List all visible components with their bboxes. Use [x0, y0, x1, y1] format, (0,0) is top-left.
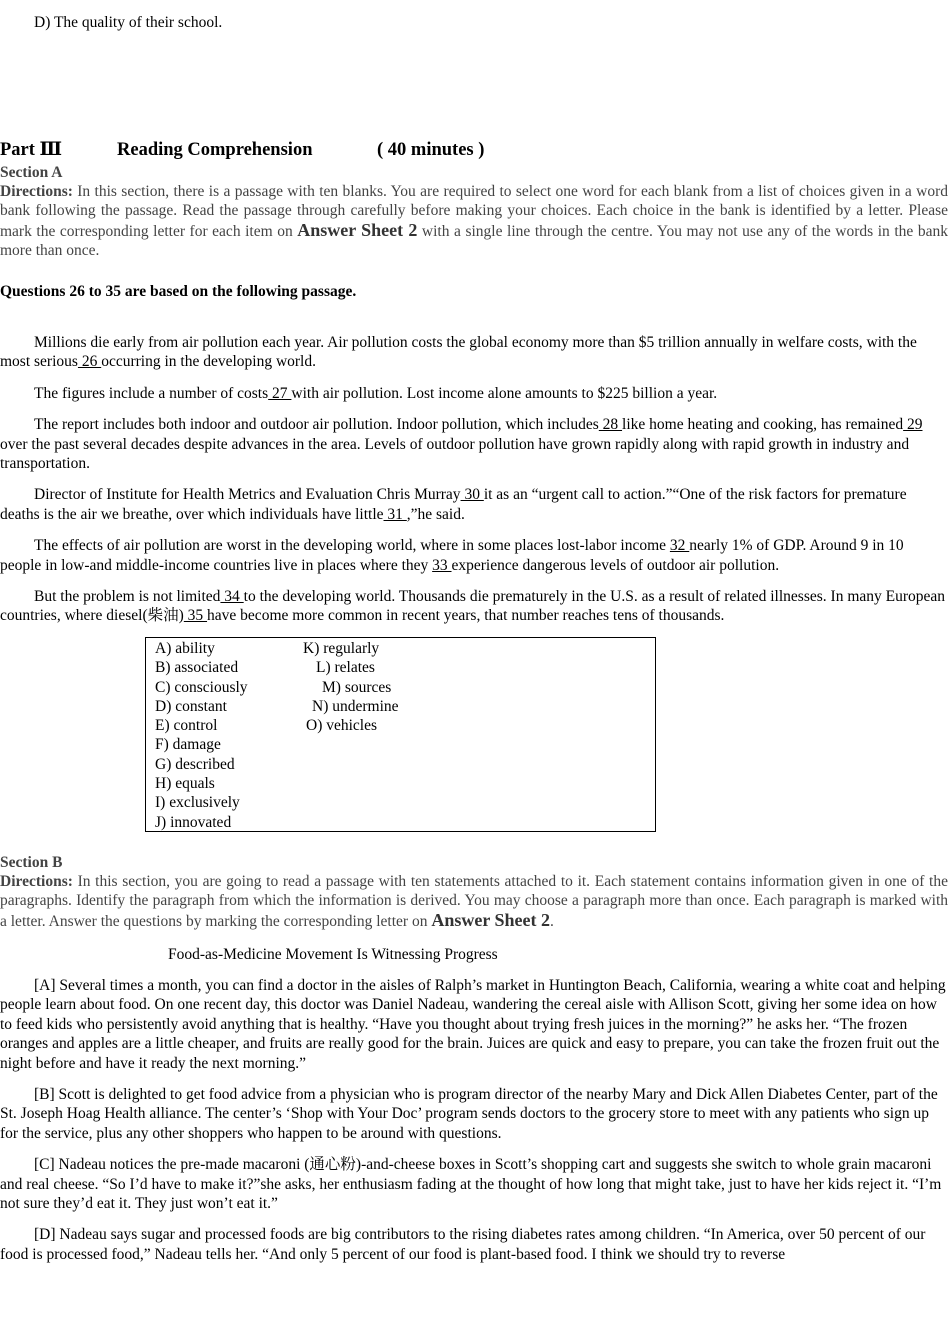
text: ,”he said. [406, 505, 465, 523]
section-a-heading: Section A [0, 164, 63, 181]
text: The figures include a number of costs [34, 384, 269, 402]
text: The effects of air pollution are worst in the developing world, where in some places lost-labor income [34, 537, 670, 555]
section-b-heading: Section B [0, 854, 63, 871]
word-option: O) vehicles [306, 717, 378, 735]
previous-question-option-d: D) The quality of their school. [34, 14, 223, 31]
word-option: B) associated [155, 659, 239, 677]
article [0, 976, 948, 1264]
passage-paragraph [0, 384, 948, 403]
word-option: I) exclusively [155, 794, 240, 812]
article-paragraph-d: [D] Nadeau says sugar and processed foods are big contributors to the rising diabetes rates among children. “In America, over 50 percent of our food is processed food,” Nadeau tells her. “And only 5 percent of our food is plant-based food. I think we should try to reverse [0, 1226, 926, 1263]
word-bank [145, 637, 656, 832]
blank-26: 26 [77, 353, 102, 371]
questions-intro: Questions 26 to 35 are based on the following passage. [0, 283, 357, 300]
passage-paragraph [0, 415, 948, 473]
text: experience dangerous levels of outdoor air pollution. [451, 556, 780, 574]
text: nearly 1% of GDP. Around 9 in 10 people in low-and middle-income countries live in places where they [0, 537, 904, 574]
answer-sheet-label: Answer Sheet 2 [297, 219, 418, 240]
blank-30: 30 [460, 486, 484, 504]
article-title: Food-as-Medicine Movement Is Witnessing Progress [168, 946, 498, 963]
article-paragraph-b: [B] Scott is delighted to get food advice from a physician who is program director of the nearby Mary and Dick Allen Diabetes Center, part of the St. Joseph Hoag Health alliance. The center’s ‘Shop with Your Doc’ program sends doctors to the grocery store to meet with any patients who sign up for the service, plus any other shoppers who happen to be around with questions. [0, 1086, 938, 1142]
directions-text: In this section, there is a passage with ten blanks. You are required to select one word for each blank from a list of choices given in a word bank following the passage. Read the passage through carefully before making your choices. Each choice in the bank is identified by a letter. Please mark the corresponding letter for each item on [0, 183, 948, 240]
blank-29: 29 [903, 416, 923, 434]
text: over the past several decades despite advances in the area. Levels of outdoor pollution have grown rapidly along with rapid growth in industry and transportation. [0, 435, 910, 473]
article-paragraph-c: [C] Nadeau notices the pre-made macaroni (通心粉)-and-cheese boxes in Scott’s shopping cart and suggests she switch to whole grain macaroni and real cheese. “So I’d have to make it?”she asks, her enthusiasm fading at the thought of how long that might take, just to have her kids reject it. “I’m not sure they’d eat it. They just won’t eat it.” [0, 1156, 942, 1213]
directions-text-end: with a single line through the centre. You may not use any of the words in the bank more than once. [0, 222, 948, 260]
word-option: L) relates [316, 659, 375, 677]
word-option: N) undermine [312, 697, 399, 715]
word-option: E) control [155, 717, 218, 735]
text: to the developing world. Thousands die prematurely in the U.S. as a result of related illnesses. In many European countries, where diesel(柴油) [0, 588, 946, 625]
blank-32: 32 [669, 537, 690, 555]
text: Millions die early from air pollution each year. Air pollution costs the global economy more than $5 trillion annually in welfare costs, with the most serious [0, 334, 917, 371]
text: like home heating and cooking, has remained [622, 416, 904, 434]
part-time: ( 40 minutes ) [377, 140, 485, 160]
text: But the problem is not limited [34, 588, 221, 606]
blank-28: 28 [598, 416, 623, 434]
word-option: A) ability [155, 640, 215, 657]
passage-paragraph [0, 333, 948, 372]
text: The report includes both indoor and outdoor air pollution. Indoor pollution, which includes [34, 416, 599, 434]
answer-sheet-label: Answer Sheet 2 [431, 909, 550, 930]
part-title: Reading Comprehension [117, 140, 313, 160]
word-bank-left-column [155, 639, 248, 832]
blank-31: 31 [383, 505, 407, 523]
word-option: K) regularly [303, 640, 380, 657]
word-option: J) innovated [155, 813, 232, 831]
word-option: G) described [155, 755, 235, 773]
section-b-directions [0, 872, 948, 931]
word-option: H) equals [155, 775, 215, 793]
word-option: F) damage [155, 736, 221, 754]
directions-label: Directions: [0, 183, 73, 200]
text: it as an “urgent call to action.”“One of the risk factors for premature deaths is the air we breathe, over which individuals have little [0, 486, 907, 523]
text: have become more common in recent years, that number reaches tens of thousands. [207, 607, 725, 625]
text: Director of Institute for Health Metrics and Evaluation Chris Murray [34, 486, 461, 504]
blank-27: 27 [268, 384, 292, 402]
text: with air pollution. Lost income alone amounts to $225 billion a year. [291, 384, 718, 402]
blank-33: 33 [432, 556, 452, 574]
blank-34: 34 [220, 588, 244, 606]
word-option: M) sources [322, 678, 392, 696]
passage-paragraph [0, 485, 948, 524]
passage-paragraph [0, 587, 948, 626]
directions-label: Directions: [0, 873, 73, 890]
section-a-directions [0, 182, 948, 261]
article-paragraph-a: [A] Several times a month, you can find a doctor in the aisles of Ralph’s market in Huntington Beach, California, wearing a white coat and helping people learn about food. On one recent day, this doctor was Daniel Nadeau, wandering the cereal aisle with Allison Scott, giving her some idea on how to feed kids who persistently avoid anything that is healthy. “Have you thought about trying fresh juices in the morning?” he asks her. “The frozen oranges and apples are a little cheaper, and fruits are really good for the brain. Juices are quick and easy to prepare, you can take the frozen fruit out the night before and have it ready the next morning.” [0, 977, 946, 1072]
word-option: D) constant [155, 697, 227, 715]
word-option: C) consciously [155, 678, 248, 696]
word-bank-right-column [303, 639, 399, 735]
blank-35: 35 [183, 607, 208, 625]
part-number: Part Ⅲ [0, 140, 63, 160]
passage [0, 333, 948, 626]
directions-text-end: . [550, 912, 554, 930]
directions-text: In this section, you are going to read a passage with ten statements attached to it. Each statement contains information given in one of the paragraphs. Identify the paragraph from which the information is derived. You may choose a paragraph more than once. Each paragraph is marked with a letter. Answer the questions by marking the corresponding letter on [0, 873, 948, 930]
passage-paragraph [0, 536, 948, 575]
text: occurring in the developing world. [101, 353, 316, 371]
